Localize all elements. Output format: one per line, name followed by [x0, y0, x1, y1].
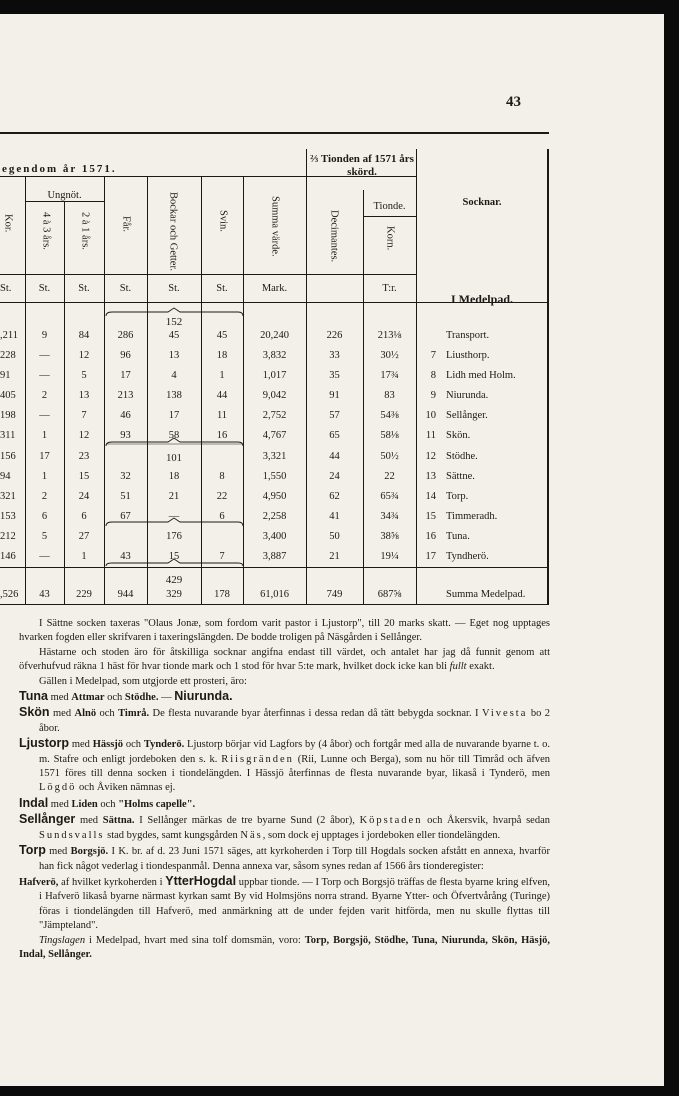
- cell-kor: 156: [0, 451, 16, 462]
- cell-nr: 14: [425, 491, 436, 502]
- cell-socken: Liusthorp.: [446, 350, 490, 361]
- note-hastar: Hästarne och stoden äro för åtskilliga socknar angifna endast till värdet, och antalet har jag då funnit genom att öfverhufvud räkna 1 häst för hvar tionde mark och 1 stod för hvar 5:te mark, hvilket dock icke kan bli fullt exakt.: [19, 646, 550, 673]
- cell-kor: 198: [0, 410, 16, 421]
- cell-summa: 3,321: [262, 451, 287, 462]
- cell-korn: 50½: [380, 451, 399, 462]
- cell-dec: 33: [329, 350, 340, 361]
- cell-korn: 213⅛: [377, 330, 402, 341]
- total-a43: 43: [39, 589, 50, 600]
- cell-a21: 15: [78, 471, 90, 482]
- total-far: 944: [117, 589, 134, 600]
- cell-bock: —: [168, 511, 180, 522]
- cell-a21: 12: [78, 350, 90, 361]
- cell-a43: —: [39, 410, 50, 421]
- cell-bock: 13: [168, 350, 180, 361]
- cell-svin: 1: [219, 370, 225, 381]
- note-torp: Torp med Borgsjö. I K. br. af d. 23 Juni 1571 säges, att kyrkoherden i Torp till Hogdals socken afstått en annexa, hvarför han fick något vederlag i tiondespanmål. Denna annexa var, såsom synes redan af 1566 års tionderegister:: [19, 843, 551, 872]
- cell-svin: 16: [216, 430, 228, 441]
- cell-dec: 62: [329, 491, 340, 502]
- cell-socken: Tyndherö.: [446, 551, 489, 562]
- page-number: 43: [506, 94, 521, 110]
- cell-a21: 7: [81, 410, 87, 421]
- header-kor: Kor.: [2, 214, 14, 233]
- unit-summa: Mark.: [261, 283, 288, 294]
- brace-top: [106, 308, 243, 316]
- cell-bock: 17: [168, 410, 180, 421]
- cell-kor: 153: [0, 511, 16, 522]
- cell-svin: 44: [216, 390, 228, 401]
- cell-dec: 44: [329, 451, 340, 462]
- unit-2a1: St.: [78, 283, 90, 294]
- header-korn: Korn.: [384, 226, 396, 251]
- cell-korn: 22: [384, 471, 395, 482]
- cell-nr: 13: [425, 471, 436, 482]
- cell-korn: 19¼: [380, 551, 399, 562]
- total-summa: 61,016: [260, 589, 289, 600]
- cell-a43: 6: [41, 511, 48, 522]
- brace-mid-value: 101: [166, 453, 182, 464]
- cell-svin: 11: [216, 410, 228, 421]
- book-page: [0, 14, 664, 1086]
- note-hafvero: Hafverö, af hvilket kyrkoherden i YtterHogdal uppbar tionde. — I Torp och Borgsjö träffas de flesta byarne kring elfven, i Hafverö likaså byarne närmast kyrkan samt By vid Holmsjöns norra strand. Byarne Ytter- och Öfvertvårång (Turinge) föras i tiondelängden till Hafverö, med anmärkning att de under fejden varit hitförda, men nu skulle flyttas till "Jämpteland".: [19, 873, 550, 932]
- cell-socken: Transport.: [446, 330, 490, 341]
- cell-far: 32: [120, 471, 131, 482]
- cell-nr: 10: [425, 410, 436, 421]
- cell-kor: 146: [0, 551, 16, 562]
- unit-4a3: St.: [38, 283, 51, 294]
- cell-svin: 7: [219, 551, 225, 562]
- note-skon: Skön med Alnö och Timrå. De flesta nuvarande byar återfinnas i dessa redan då tätt bebygda socknar. I Vivesta bo 2 åbor.: [19, 705, 550, 734]
- cell-summa: 2,258: [262, 511, 287, 522]
- cell-summa: 4,950: [262, 491, 287, 502]
- cell-summa: 1,017: [262, 370, 287, 381]
- cell-bock: 18: [168, 471, 180, 482]
- cell-kor: 91: [0, 370, 11, 381]
- header-4a3: 4 à 3 års.: [40, 212, 52, 250]
- tionde-header: Tionde.: [373, 201, 406, 212]
- cell-socken: Torp.: [446, 491, 469, 502]
- total-svin: 178: [214, 589, 230, 600]
- ungnot-header: Ungnöt.: [47, 190, 82, 201]
- cell-korn: 83: [384, 390, 395, 401]
- cell-dec: 91: [329, 390, 340, 401]
- cell-bock: 45: [168, 330, 180, 341]
- cell-summa: 2,752: [262, 410, 287, 421]
- brace-low-value: 176: [166, 531, 182, 542]
- cell-summa: 9,042: [262, 390, 287, 401]
- note-indal: Indal med Liden och "Holms capelle".: [19, 795, 196, 810]
- brace-sum-value: 429: [165, 574, 183, 586]
- note-tuna: Tuna med Attmar och Stödhe. — Niurunda.: [19, 689, 233, 704]
- cell-far: 17: [120, 370, 131, 381]
- header-summa: Summa värde.: [269, 196, 281, 257]
- cell-socken: Skön.: [446, 430, 471, 441]
- note-gallen: Gällen i Medelpad, som utgjorde ett prosteri, äro:: [39, 675, 247, 687]
- cell-a21: 24: [78, 491, 90, 502]
- cell-nr: 7: [430, 350, 436, 361]
- total-a21: 229: [76, 589, 92, 600]
- cell-kor: 321: [0, 491, 16, 502]
- cell-socken: Stödhe.: [446, 451, 478, 462]
- note-tingslagen: Tingslagen i Medelpad, hvart med sina tolf domsmän, voro: Torp, Borgsjö, Stödhe, Tuna, Niurunda, Skön, Häsjö, Indal, Sellånger.: [19, 934, 551, 960]
- cell-kor: 212: [0, 531, 16, 542]
- cell-a21: 84: [78, 330, 90, 341]
- cell-korn: 34¾: [380, 511, 399, 522]
- cell-bock: 58: [168, 430, 180, 441]
- cell-svin: 22: [216, 491, 228, 502]
- cell-a43: —: [39, 350, 50, 361]
- brace-top-value: 152: [165, 316, 183, 328]
- cell-dec: 226: [326, 330, 343, 341]
- total-socken: Summa Medelpad.: [446, 589, 526, 600]
- cell-korn: 17¾: [380, 370, 399, 381]
- cell-socken: Tuna.: [446, 531, 470, 542]
- cell-a43: 9: [41, 330, 48, 341]
- cell-a21: 5: [81, 370, 87, 381]
- cell-socken: Sellånger.: [446, 410, 488, 421]
- cell-nr: 8: [430, 370, 436, 381]
- cell-nr: 11: [425, 430, 436, 441]
- region-label: I Medelpad.: [450, 292, 513, 306]
- note-ljustorp: Ljustorp med Hässjö och Tynderö. Ljustorp börjar vid Lagfors by (4 åbor) och fortgår med alla de nuvarande byarne t. o. m. Stafre och enligt jordeboken den s. k. Riisgränden (Rii, Lunne och Berga), som nu hör till Timråd och äfven 1571 föres till denna socken i tiondelängden. I Hässjö återfinnas de flesta nuvarande byar, likaså i Tynderö, men Lögdö och Åviken nämnas ej.: [19, 736, 550, 794]
- cell-far: 67: [120, 511, 131, 522]
- cell-socken: Timmeradh.: [446, 511, 498, 522]
- cell-kor: 405: [0, 390, 16, 401]
- cell-summa: 3,400: [262, 531, 287, 542]
- cell-bock: 15: [168, 551, 180, 562]
- note-sellanger: Sellånger med Sättna. I Sellånger märkas de tre byarne Sund (2 åbor), Köpstaden och Åkersvik, hvarpå sedan Sundsvalls stad bygdes, samt kungsgården Näs, som dock ej upptages i jordeboken eller tiondelängden.: [19, 812, 550, 841]
- tionden-header: ⅔ Tionden af 1571 års skörd.: [310, 153, 414, 178]
- cell-a21: 27: [78, 531, 90, 542]
- cell-korn: 38⅝: [380, 531, 399, 542]
- total-kor: ,526: [0, 589, 19, 600]
- cell-kor: ,211: [0, 330, 18, 341]
- cell-far: 51: [120, 491, 131, 502]
- total-korn: 687⅝: [377, 589, 402, 600]
- cell-nr: 15: [425, 511, 436, 522]
- cell-a43: —: [39, 551, 50, 562]
- cell-summa: 4,767: [262, 430, 287, 441]
- cell-korn: 30½: [380, 350, 399, 361]
- header-svin: Svin.: [217, 210, 229, 232]
- cell-far: 213: [117, 390, 134, 401]
- cell-socken: Lidh med Holm.: [446, 370, 516, 381]
- cell-a43: 2: [41, 491, 48, 502]
- cell-bock: 4: [171, 370, 177, 381]
- cell-a43: 1: [41, 430, 48, 441]
- cell-svin: 6: [219, 511, 225, 522]
- unit-bockar: St.: [168, 283, 180, 294]
- cell-dec: 50: [329, 531, 340, 542]
- unit-korn: T:r.: [382, 283, 397, 294]
- cell-summa: 1,550: [262, 471, 287, 482]
- cell-summa: 3,832: [262, 350, 287, 361]
- cell-summa: 3,887: [262, 551, 287, 562]
- cell-dec: 21: [329, 551, 340, 562]
- cell-a21: 23: [78, 451, 90, 462]
- cell-summa: 20,240: [260, 330, 289, 341]
- cell-a43: 2: [41, 390, 48, 401]
- cell-nr: 16: [425, 531, 436, 542]
- cell-a43: 5: [41, 531, 48, 542]
- cell-far: 46: [120, 410, 131, 421]
- table-title: egendom år 1571.: [2, 163, 117, 175]
- cell-nr: 17: [425, 551, 436, 562]
- cell-a21: 6: [81, 511, 87, 522]
- cell-bock: 21: [168, 491, 180, 502]
- cell-far: 286: [117, 330, 134, 341]
- cell-svin: 8: [219, 471, 225, 482]
- cell-kor: 311: [0, 430, 16, 441]
- cell-svin: 18: [216, 350, 228, 361]
- cell-dec: 65: [329, 430, 340, 441]
- cell-kor: 94: [0, 471, 11, 482]
- cell-kor: 228: [0, 350, 16, 361]
- cell-dec: 41: [329, 511, 340, 522]
- cell-a43: 17: [39, 451, 50, 462]
- cell-dec: 35: [329, 370, 340, 381]
- cell-dec: 24: [329, 471, 340, 482]
- cell-korn: 65¾: [380, 491, 399, 502]
- total-dec: 749: [326, 589, 343, 600]
- cell-nr: 12: [425, 451, 436, 462]
- total-bock: 329: [166, 589, 182, 600]
- cell-bock: 138: [166, 390, 182, 401]
- cell-a21: 12: [78, 430, 90, 441]
- cell-korn: 58⅛: [380, 430, 399, 441]
- header-decimantes: Decimantes.: [328, 210, 340, 263]
- unit-kor: St.: [0, 283, 12, 294]
- cell-dec: 57: [329, 410, 340, 421]
- cell-a43: 1: [41, 471, 48, 482]
- unit-far: St.: [119, 283, 132, 294]
- cell-svin: 45: [216, 330, 228, 341]
- notes-block: [19, 617, 550, 962]
- header-2a1: 2 à 1 års.: [79, 212, 91, 250]
- cell-korn: 54⅜: [380, 410, 399, 421]
- cell-a21: 1: [81, 551, 87, 562]
- cell-a43: —: [39, 370, 50, 381]
- socknar-header: Socknar.: [462, 197, 502, 208]
- cell-nr: 9: [430, 390, 436, 401]
- cell-socken: Sättne.: [446, 471, 475, 482]
- cell-far: 43: [120, 551, 131, 562]
- cell-socken: Niurunda.: [446, 390, 489, 401]
- header-bockar: Bockar och Getter.: [167, 192, 179, 272]
- unit-svin: St.: [216, 283, 228, 294]
- cell-far: 93: [120, 430, 131, 441]
- cell-a21: 13: [78, 390, 90, 401]
- header-far: Får.: [120, 216, 132, 233]
- note-sattne: I Sättne socken taxeras "Olaus Jonæ, som fordom varit pastor i Ljustorp", till 20 marks skatt. — Eget nog upptages hvarken fogden eller skrifvaren i taxeringslängden. De bodde troligen på Näsgården i Sellånger.: [19, 618, 550, 644]
- cell-far: 96: [120, 350, 131, 361]
